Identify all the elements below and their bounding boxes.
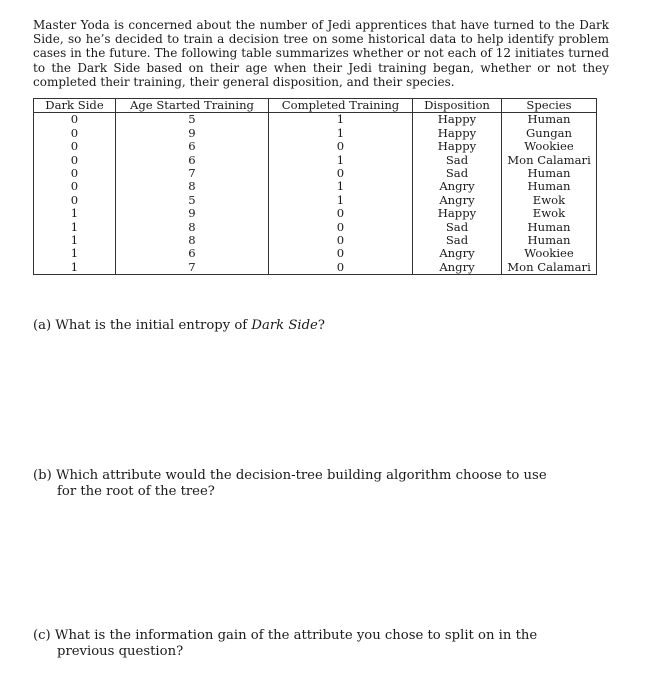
table-cell: Angry bbox=[413, 194, 502, 207]
table-cell: Sad bbox=[413, 234, 502, 247]
table-cell: 0 bbox=[34, 127, 116, 140]
table-row bbox=[34, 154, 597, 167]
table-cell: Wookiee bbox=[502, 247, 597, 260]
question-b bbox=[33, 468, 547, 500]
header-species: Species bbox=[502, 99, 597, 113]
table-cell: Angry bbox=[413, 180, 502, 193]
table-cell: 1 bbox=[269, 113, 413, 127]
table-cell: 0 bbox=[269, 167, 413, 180]
table-cell: 0 bbox=[34, 167, 116, 180]
table-cell: Mon Calamari bbox=[502, 154, 597, 167]
table-cell: 0 bbox=[269, 247, 413, 260]
table-cell: Sad bbox=[413, 221, 502, 234]
table-cell: Happy bbox=[413, 127, 502, 140]
table-cell: Ewok bbox=[502, 207, 597, 220]
table-cell: 6 bbox=[116, 247, 269, 260]
table-row bbox=[34, 221, 597, 234]
table-cell: Angry bbox=[413, 247, 502, 260]
table-row bbox=[34, 127, 597, 140]
table-cell: 0 bbox=[269, 221, 413, 234]
question-b-line1: Which attribute would the decision-tree building algorithm choose to use bbox=[55, 468, 547, 483]
table-cell: 6 bbox=[116, 154, 269, 167]
table-row bbox=[34, 167, 597, 180]
table-cell: Sad bbox=[413, 154, 502, 167]
table-row bbox=[34, 261, 597, 275]
table-cell: 0 bbox=[269, 207, 413, 220]
jedi-data-table bbox=[33, 98, 597, 275]
table-cell: Happy bbox=[413, 113, 502, 127]
table-cell: 1 bbox=[269, 127, 413, 140]
table-cell: 5 bbox=[116, 194, 269, 207]
question-c-line1: What is the information gain of the attribute you chose to split on in the bbox=[54, 628, 538, 643]
table-cell: 7 bbox=[116, 261, 269, 275]
table-cell: 7 bbox=[116, 167, 269, 180]
question-c bbox=[33, 628, 537, 660]
header-disposition: Disposition bbox=[413, 99, 502, 113]
table-row bbox=[34, 113, 597, 127]
table-cell: 1 bbox=[34, 221, 116, 234]
table-cell: Gungan bbox=[502, 127, 597, 140]
table-cell: Human bbox=[502, 113, 597, 127]
table-cell: 8 bbox=[116, 234, 269, 247]
table-cell: 1 bbox=[34, 234, 116, 247]
table-header-row bbox=[34, 99, 597, 113]
table-cell: 1 bbox=[269, 194, 413, 207]
table-cell: Wookiee bbox=[502, 140, 597, 153]
table-cell: 6 bbox=[116, 140, 269, 153]
table-row bbox=[34, 207, 597, 220]
table-cell: 1 bbox=[269, 180, 413, 193]
table-cell: 1 bbox=[269, 154, 413, 167]
table-row bbox=[34, 180, 597, 193]
question-c-label: (c) bbox=[33, 628, 51, 643]
question-a-label: (a) bbox=[33, 318, 52, 333]
table-cell: 0 bbox=[269, 140, 413, 153]
question-a bbox=[33, 318, 325, 334]
table-cell: 9 bbox=[116, 127, 269, 140]
table-cell: 1 bbox=[34, 247, 116, 260]
table-row bbox=[34, 247, 597, 260]
table-cell: 0 bbox=[34, 194, 116, 207]
table-cell: 0 bbox=[269, 261, 413, 275]
table-cell: Happy bbox=[413, 140, 502, 153]
table-row bbox=[34, 234, 597, 247]
table-cell: Happy bbox=[413, 207, 502, 220]
table-cell: Human bbox=[502, 221, 597, 234]
table-cell: Ewok bbox=[502, 194, 597, 207]
table-cell: Sad bbox=[413, 167, 502, 180]
table-row bbox=[34, 194, 597, 207]
header-age-started-training: Age Started Training bbox=[116, 99, 269, 113]
table-cell: 5 bbox=[116, 113, 269, 127]
table-cell: Human bbox=[502, 234, 597, 247]
table-cell: 8 bbox=[116, 180, 269, 193]
table-cell: 0 bbox=[34, 154, 116, 167]
question-b-line2: for the root of the tree? bbox=[57, 484, 215, 499]
table-cell: 1 bbox=[34, 261, 116, 275]
table-cell: 0 bbox=[34, 113, 116, 127]
question-a-text: What is the initial entropy of bbox=[55, 318, 252, 333]
problem-intro: Master Yoda is concerned about the number of Jedi apprentices that have turned to the Dark Side, so he’s decided to train a decision tree on some historical data to help identify problem cases in the future. The following table summarizes whether or not each of 12 initiates turned to the Dark Side based on their age when their Jedi training began, whether or not they completed their training, their general disposition, and their species. bbox=[33, 18, 609, 89]
table-cell: Angry bbox=[413, 261, 502, 275]
header-dark-side: Dark Side bbox=[34, 99, 116, 113]
table-cell: 0 bbox=[269, 234, 413, 247]
table-body bbox=[34, 113, 597, 275]
table-cell: 1 bbox=[34, 207, 116, 220]
table-cell: 0 bbox=[34, 140, 116, 153]
table-row bbox=[34, 140, 597, 153]
table-cell: Human bbox=[502, 180, 597, 193]
question-b-label: (b) bbox=[33, 468, 52, 483]
header-completed-training: Completed Training bbox=[269, 99, 413, 113]
question-c-line2: previous question? bbox=[57, 644, 184, 659]
table-cell: Mon Calamari bbox=[502, 261, 597, 275]
table-cell: 0 bbox=[34, 180, 116, 193]
table-cell: Human bbox=[502, 167, 597, 180]
question-a-end: ? bbox=[317, 318, 325, 333]
question-a-emphasis: Dark Side bbox=[251, 318, 318, 333]
table-cell: 9 bbox=[116, 207, 269, 220]
table-cell: 8 bbox=[116, 221, 269, 234]
